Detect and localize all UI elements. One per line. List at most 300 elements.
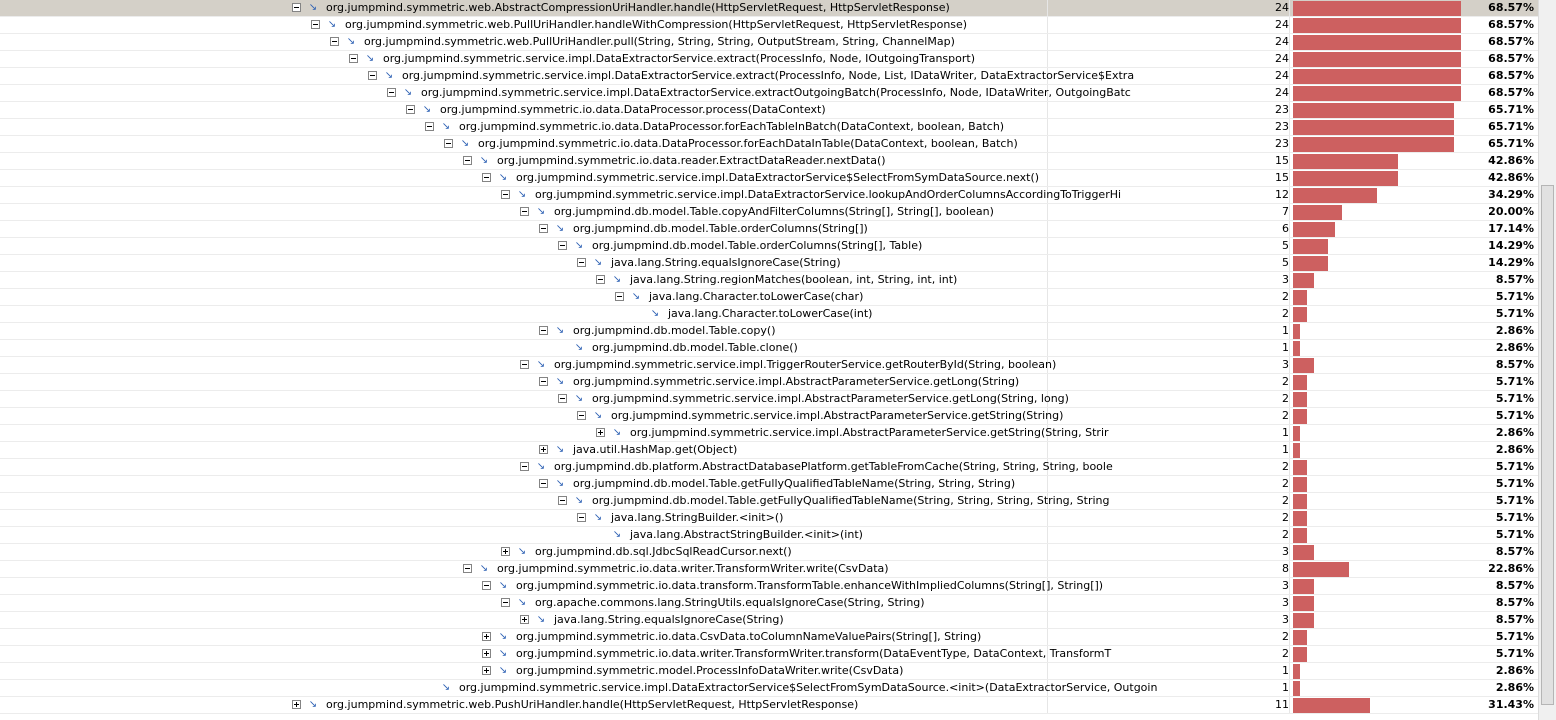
invocation-count: 15 — [1048, 170, 1290, 186]
collapse-icon[interactable] — [520, 462, 529, 471]
percent-bar-cell — [1293, 629, 1538, 645]
tree-row[interactable] — [0, 85, 1538, 102]
call-arrow-icon: ↘ — [612, 274, 622, 285]
collapse-icon[interactable] — [368, 71, 377, 80]
method-cell — [0, 17, 1048, 33]
percent-bar — [1293, 205, 1342, 220]
method-cell — [0, 119, 1048, 135]
percent-bar — [1293, 1, 1461, 16]
tree-row[interactable] — [0, 68, 1538, 85]
expand-icon[interactable] — [596, 428, 605, 437]
invocation-count: 1 — [1048, 663, 1290, 679]
invocation-count: 3 — [1048, 357, 1290, 373]
percent-label: 8.57% — [1495, 273, 1534, 286]
invocation-count: 2 — [1048, 374, 1290, 390]
tree-row[interactable] — [0, 17, 1538, 34]
call-arrow-icon: ↘ — [536, 359, 546, 370]
percent-label: 68.57% — [1488, 86, 1534, 99]
tree-row[interactable] — [0, 34, 1538, 51]
tree-row[interactable] — [0, 442, 1538, 459]
percent-bar-cell — [1293, 204, 1538, 220]
method-name: org.jumpmind.symmetric.io.data.DataProcessor.process(DataContext) — [440, 103, 826, 116]
percent-label: 8.57% — [1495, 358, 1534, 371]
expand-icon[interactable] — [292, 700, 301, 709]
tree-row[interactable] — [0, 697, 1538, 714]
invocation-count: 1 — [1048, 425, 1290, 441]
call-arrow-icon: ↘ — [498, 172, 508, 183]
percent-bar-cell — [1293, 340, 1538, 356]
percent-bar-cell — [1293, 476, 1538, 492]
method-name: org.jumpmind.symmetric.service.impl.DataExtractorService$SelectFromSymDataSource.<init>(DataExtractorService, Outgoin — [459, 681, 1158, 694]
invocation-count: 3 — [1048, 578, 1290, 594]
percent-label: 5.71% — [1495, 477, 1534, 490]
collapse-icon[interactable] — [577, 258, 586, 267]
tree-row[interactable] — [0, 493, 1538, 510]
percent-label: 68.57% — [1488, 52, 1534, 65]
method-name: org.jumpmind.symmetric.service.impl.DataExtractorService.extract(ProcessInfo, Node, List, IDataWriter, DataExtractorService$Extra — [402, 69, 1135, 82]
percent-bar — [1293, 171, 1398, 186]
collapse-icon[interactable] — [558, 241, 567, 250]
percent-bar — [1293, 392, 1307, 407]
method-name: org.jumpmind.symmetric.service.impl.AbstractParameterService.getString(String, Strir — [630, 426, 1109, 439]
method-cell — [0, 663, 1048, 679]
percent-label: 5.71% — [1495, 392, 1534, 405]
tree-row[interactable] — [0, 153, 1538, 170]
percent-bar-cell — [1293, 425, 1538, 441]
collapse-icon[interactable] — [463, 564, 472, 573]
collapse-icon[interactable] — [444, 139, 453, 148]
invocation-count: 3 — [1048, 595, 1290, 611]
method-name: java.lang.Character.toLowerCase(int) — [668, 307, 873, 320]
expand-icon[interactable] — [539, 445, 548, 454]
call-arrow-icon: ↘ — [555, 376, 565, 387]
expand-icon[interactable] — [482, 632, 491, 641]
call-arrow-icon: ↘ — [555, 478, 565, 489]
percent-label: 2.86% — [1495, 443, 1534, 456]
method-name: java.lang.String.equalsIgnoreCase(String) — [611, 256, 841, 269]
method-cell — [0, 255, 1048, 271]
percent-bar — [1293, 477, 1307, 492]
percent-label: 2.86% — [1495, 324, 1534, 337]
call-arrow-icon: ↘ — [574, 240, 584, 251]
invocation-count: 24 — [1048, 34, 1290, 50]
collapse-icon[interactable] — [520, 360, 529, 369]
percent-bar-cell — [1293, 153, 1538, 169]
percent-bar — [1293, 239, 1328, 254]
call-arrow-icon: ↘ — [441, 121, 451, 132]
invocation-count: 2 — [1048, 289, 1290, 305]
percent-label: 2.86% — [1495, 681, 1534, 694]
percent-label: 68.57% — [1488, 18, 1534, 31]
percent-bar — [1293, 647, 1307, 662]
tree-row[interactable] — [0, 204, 1538, 221]
tree-row[interactable] — [0, 476, 1538, 493]
percent-bar-cell — [1293, 612, 1538, 628]
percent-bar-cell — [1293, 697, 1538, 713]
percent-label: 8.57% — [1495, 613, 1534, 626]
collapse-icon[interactable] — [330, 37, 339, 46]
tree-row[interactable] — [0, 289, 1538, 306]
tree-row[interactable] — [0, 561, 1538, 578]
method-name: org.apache.commons.lang.StringUtils.equalsIgnoreCase(String, String) — [535, 596, 925, 609]
percent-bar — [1293, 120, 1454, 135]
percent-bar — [1293, 562, 1349, 577]
percent-bar-cell — [1293, 255, 1538, 271]
percent-bar — [1293, 35, 1461, 50]
percent-bar-cell — [1293, 578, 1538, 594]
vertical-scrollbar[interactable] — [1538, 0, 1556, 720]
tree-row[interactable] — [0, 51, 1538, 68]
collapse-icon[interactable] — [615, 292, 624, 301]
method-cell — [0, 408, 1064, 424]
invocation-count: 1 — [1048, 340, 1290, 356]
percent-bar — [1293, 698, 1370, 713]
call-arrow-icon: ↘ — [479, 563, 489, 574]
collapse-icon[interactable] — [482, 173, 491, 182]
call-arrow-icon: ↘ — [612, 427, 622, 438]
call-arrow-icon: ↘ — [441, 682, 451, 693]
percent-bar-cell — [1293, 561, 1538, 577]
method-cell — [0, 697, 1048, 713]
collapse-icon[interactable] — [539, 479, 548, 488]
percent-label: 65.71% — [1488, 120, 1534, 133]
tree-row[interactable] — [0, 323, 1538, 340]
tree-row[interactable] — [0, 238, 1538, 255]
percent-label: 5.71% — [1495, 307, 1534, 320]
expand-icon[interactable] — [482, 666, 491, 675]
tree-row[interactable] — [0, 374, 1538, 391]
invocation-count: 2 — [1048, 476, 1290, 492]
call-arrow-icon: ↘ — [574, 393, 584, 404]
invocation-count: 7 — [1048, 204, 1290, 220]
method-name: org.jumpmind.symmetric.io.data.reader.ExtractDataReader.nextData() — [497, 154, 886, 167]
method-name: org.jumpmind.symmetric.web.AbstractCompressionUriHandler.handle(HttpServletRequest, HttpServletResponse) — [326, 1, 950, 14]
invocation-count: 2 — [1048, 408, 1290, 424]
percent-bar-cell — [1293, 34, 1538, 50]
call-arrow-icon: ↘ — [346, 36, 356, 47]
scrollbar-thumb[interactable] — [1541, 185, 1554, 705]
percent-bar-cell — [1293, 272, 1538, 288]
method-name: org.jumpmind.symmetric.service.impl.DataExtractorService.extract(ProcessInfo, Node, IOutgoingTransport) — [383, 52, 976, 65]
call-arrow-icon: ↘ — [536, 614, 546, 625]
tree-row[interactable] — [0, 340, 1538, 357]
tree-row[interactable] — [0, 187, 1538, 204]
invocation-count: 24 — [1048, 0, 1290, 16]
collapse-icon[interactable] — [539, 224, 548, 233]
method-name: org.jumpmind.symmetric.web.PullUriHandler.handleWithCompression(HttpServletRequest, HttpServletResponse) — [345, 18, 968, 31]
percent-bar — [1293, 579, 1314, 594]
method-cell — [0, 340, 1048, 356]
percent-label: 20.00% — [1488, 205, 1534, 218]
percent-bar — [1293, 613, 1314, 628]
percent-bar-cell — [1293, 408, 1538, 424]
method-cell — [0, 561, 1048, 577]
invocation-count: 5 — [1048, 238, 1290, 254]
invocation-count: 24 — [1048, 68, 1290, 84]
tree-row[interactable] — [0, 102, 1538, 119]
method-cell — [0, 476, 1048, 492]
percent-bar-cell — [1293, 663, 1538, 679]
percent-label: 68.57% — [1488, 69, 1534, 82]
percent-label: 68.57% — [1488, 1, 1534, 14]
method-cell — [0, 357, 1057, 373]
method-cell — [0, 459, 1113, 475]
collapse-icon[interactable] — [558, 394, 567, 403]
method-cell — [0, 629, 1048, 645]
method-cell — [0, 34, 1048, 50]
percent-bar — [1293, 545, 1314, 560]
collapse-icon[interactable] — [311, 20, 320, 29]
collapse-icon[interactable] — [577, 513, 586, 522]
percent-bar — [1293, 188, 1377, 203]
collapse-icon[interactable] — [463, 156, 472, 165]
collapse-icon[interactable] — [425, 122, 434, 131]
percent-label: 42.86% — [1488, 171, 1534, 184]
call-arrow-icon: ↘ — [384, 70, 394, 81]
collapse-icon[interactable] — [539, 377, 548, 386]
method-name: org.jumpmind.symmetric.web.PushUriHandler.handle(HttpServletRequest, HttpServletResponse) — [326, 698, 859, 711]
percent-label: 22.86% — [1488, 562, 1534, 575]
tree-row[interactable] — [0, 408, 1538, 425]
method-cell — [0, 595, 1048, 611]
percent-label: 42.86% — [1488, 154, 1534, 167]
tree-row[interactable] — [0, 391, 1538, 408]
tree-row[interactable] — [0, 170, 1538, 187]
method-cell — [0, 442, 1048, 458]
percent-bar-cell — [1293, 595, 1538, 611]
percent-bar — [1293, 409, 1307, 424]
invocation-count: 24 — [1048, 85, 1290, 101]
method-name: java.lang.StringBuilder.<init>() — [611, 511, 784, 524]
percent-bar-cell — [1293, 646, 1538, 662]
call-arrow-icon: ↘ — [536, 461, 546, 472]
percent-label: 5.71% — [1495, 460, 1534, 473]
percent-label: 14.29% — [1488, 256, 1534, 269]
percent-bar-cell — [1293, 459, 1538, 475]
method-name: org.jumpmind.symmetric.io.data.writer.TransformWriter.write(CsvData) — [497, 562, 889, 575]
tree-row[interactable] — [0, 425, 1538, 442]
method-cell — [0, 187, 1122, 203]
call-arrow-icon: ↘ — [593, 512, 603, 523]
collapse-icon[interactable] — [558, 496, 567, 505]
tree-row[interactable] — [0, 136, 1538, 153]
tree-row[interactable] — [0, 629, 1538, 646]
percent-bar-cell — [1293, 306, 1538, 322]
method-cell — [0, 0, 1048, 16]
tree-row[interactable] — [0, 578, 1538, 595]
tree-row[interactable] — [0, 595, 1538, 612]
percent-bar — [1293, 511, 1307, 526]
collapse-icon[interactable] — [520, 207, 529, 216]
method-cell — [0, 391, 1069, 407]
tree-row[interactable] — [0, 459, 1538, 476]
call-arrow-icon: ↘ — [327, 19, 337, 30]
method-name: java.util.HashMap.get(Object) — [573, 443, 738, 456]
expand-icon[interactable] — [482, 649, 491, 658]
call-arrow-icon: ↘ — [574, 495, 584, 506]
tree-row[interactable] — [0, 646, 1538, 663]
invocation-count: 1 — [1048, 323, 1290, 339]
method-name: org.jumpmind.db.model.Table.getFullyQualifiedTableName(String, String, String, String, String — [592, 494, 1110, 507]
invocation-count: 12 — [1048, 187, 1290, 203]
invocation-count: 24 — [1048, 17, 1290, 33]
method-name: org.jumpmind.symmetric.service.impl.AbstractParameterService.getLong(String) — [573, 375, 1020, 388]
percent-label: 8.57% — [1495, 579, 1534, 592]
percent-bar — [1293, 324, 1300, 339]
method-cell — [0, 102, 1048, 118]
invocation-count: 2 — [1048, 459, 1290, 475]
method-name: org.jumpmind.symmetric.service.impl.DataExtractorService.lookupAndOrderColumnsAccordingToTriggerHi — [535, 188, 1122, 201]
invocation-count: 2 — [1048, 493, 1290, 509]
percent-label: 8.57% — [1495, 545, 1534, 558]
percent-label: 2.86% — [1495, 426, 1534, 439]
method-cell — [0, 323, 1048, 339]
invocation-count: 23 — [1048, 102, 1290, 118]
method-name: org.jumpmind.db.model.Table.copyAndFilterColumns(String[], String[], boolean) — [554, 205, 994, 218]
collapse-icon[interactable] — [577, 411, 586, 420]
method-cell — [0, 680, 1158, 696]
percent-bar-cell — [1293, 0, 1538, 16]
percent-label: 5.71% — [1495, 528, 1534, 541]
tree-row[interactable] — [0, 255, 1538, 272]
invocation-count: 1 — [1048, 442, 1290, 458]
percent-bar — [1293, 290, 1307, 305]
tree-row[interactable] — [0, 272, 1538, 289]
tree-row[interactable] — [0, 680, 1538, 697]
method-name: org.jumpmind.symmetric.model.ProcessInfoDataWriter.write(CsvData) — [516, 664, 904, 677]
call-arrow-icon: ↘ — [593, 257, 603, 268]
percent-label: 14.29% — [1488, 239, 1534, 252]
percent-bar-cell — [1293, 391, 1538, 407]
method-cell — [0, 612, 1048, 628]
collapse-icon[interactable] — [539, 326, 548, 335]
percent-label: 5.71% — [1495, 409, 1534, 422]
percent-bar-cell — [1293, 170, 1538, 186]
method-name: org.jumpmind.symmetric.service.impl.TriggerRouterService.getRouterById(String, boolean) — [554, 358, 1057, 371]
percent-bar-cell — [1293, 289, 1538, 305]
percent-bar — [1293, 137, 1454, 152]
percent-bar — [1293, 426, 1300, 441]
method-name: org.jumpmind.symmetric.io.data.DataProcessor.forEachTableInBatch(DataContext, boolean, Batch) — [459, 120, 1005, 133]
tree-row[interactable] — [0, 612, 1538, 629]
call-arrow-icon: ↘ — [517, 189, 527, 200]
percent-bar-cell — [1293, 374, 1538, 390]
invocation-count: 23 — [1048, 136, 1290, 152]
invocation-count: 3 — [1048, 272, 1290, 288]
expand-icon[interactable] — [501, 547, 510, 556]
tree-row[interactable] — [0, 544, 1538, 561]
percent-bar — [1293, 358, 1314, 373]
percent-bar — [1293, 69, 1461, 84]
invocation-count: 8 — [1048, 561, 1290, 577]
tree-row[interactable] — [0, 510, 1538, 527]
percent-label: 5.71% — [1495, 630, 1534, 643]
percent-bar-cell — [1293, 357, 1538, 373]
percent-bar-cell — [1293, 493, 1538, 509]
method-cell — [0, 493, 1110, 509]
collapse-icon[interactable] — [406, 105, 415, 114]
tree-row[interactable] — [0, 0, 1538, 17]
collapse-icon[interactable] — [349, 54, 358, 63]
method-name: org.jumpmind.symmetric.service.impl.AbstractParameterService.getLong(String, long) — [592, 392, 1069, 405]
method-cell — [0, 544, 1048, 560]
method-name: org.jumpmind.db.model.Table.orderColumns(String[], Table) — [592, 239, 923, 252]
percent-bar-cell — [1293, 323, 1538, 339]
method-name: org.jumpmind.symmetric.io.data.CsvData.toColumnNameValuePairs(String[], String) — [516, 630, 982, 643]
tree-row[interactable] — [0, 119, 1538, 136]
percent-bar — [1293, 664, 1300, 679]
invocation-count: 1 — [1048, 680, 1290, 696]
call-arrow-icon: ↘ — [593, 410, 603, 421]
percent-bar-cell — [1293, 544, 1538, 560]
percent-label: 34.29% — [1488, 188, 1534, 201]
percent-bar — [1293, 154, 1398, 169]
method-name: org.jumpmind.symmetric.io.data.DataProcessor.forEachDataInTable(DataContext, boolean, Batch) — [478, 137, 1018, 150]
tree-row[interactable] — [0, 357, 1538, 374]
call-arrow-icon: ↘ — [517, 597, 527, 608]
percent-bar — [1293, 341, 1300, 356]
method-cell — [0, 51, 1048, 67]
method-name: org.jumpmind.symmetric.service.impl.DataExtractorService.extractOutgoingBatch(ProcessInfo, Node, IDataWriter, OutgoingBatc — [421, 86, 1131, 99]
call-arrow-icon: ↘ — [517, 546, 527, 557]
collapse-icon[interactable] — [596, 275, 605, 284]
collapse-icon[interactable] — [482, 581, 491, 590]
invocation-count: 2 — [1048, 646, 1290, 662]
invocation-count: 11 — [1048, 697, 1290, 713]
tree-row[interactable] — [0, 221, 1538, 238]
invocation-count: 3 — [1048, 544, 1290, 560]
collapse-icon[interactable] — [292, 3, 301, 12]
call-arrow-icon: ↘ — [498, 580, 508, 591]
invocation-count: 3 — [1048, 612, 1290, 628]
collapse-icon[interactable] — [387, 88, 396, 97]
percent-label: 5.71% — [1495, 647, 1534, 660]
percent-bar-cell — [1293, 136, 1538, 152]
call-arrow-icon: ↘ — [555, 444, 565, 455]
percent-bar — [1293, 375, 1307, 390]
method-name: java.lang.Character.toLowerCase(char) — [649, 290, 864, 303]
method-cell — [0, 527, 1048, 543]
percent-bar — [1293, 596, 1314, 611]
percent-bar-cell — [1293, 119, 1538, 135]
expand-icon[interactable] — [520, 615, 529, 624]
percent-bar-cell — [1293, 17, 1538, 33]
method-cell — [0, 289, 1048, 305]
invocation-count: 2 — [1048, 527, 1290, 543]
tree-row[interactable] — [0, 306, 1538, 323]
percent-bar-cell — [1293, 221, 1538, 237]
method-cell — [0, 136, 1048, 152]
method-cell — [0, 85, 1131, 101]
collapse-icon[interactable] — [501, 598, 510, 607]
collapse-icon[interactable] — [501, 190, 510, 199]
tree-row[interactable] — [0, 663, 1538, 680]
percent-bar — [1293, 256, 1328, 271]
percent-label: 8.57% — [1495, 596, 1534, 609]
percent-bar-cell — [1293, 85, 1538, 101]
percent-label: 5.71% — [1495, 375, 1534, 388]
method-cell — [0, 204, 1048, 220]
percent-bar-cell — [1293, 102, 1538, 118]
percent-bar — [1293, 52, 1461, 67]
method-cell — [0, 221, 1048, 237]
tree-row[interactable] — [0, 527, 1538, 544]
percent-label: 2.86% — [1495, 664, 1534, 677]
method-cell — [0, 374, 1048, 390]
percent-bar — [1293, 630, 1307, 645]
call-arrow-icon: ↘ — [308, 699, 318, 710]
percent-bar — [1293, 103, 1454, 118]
